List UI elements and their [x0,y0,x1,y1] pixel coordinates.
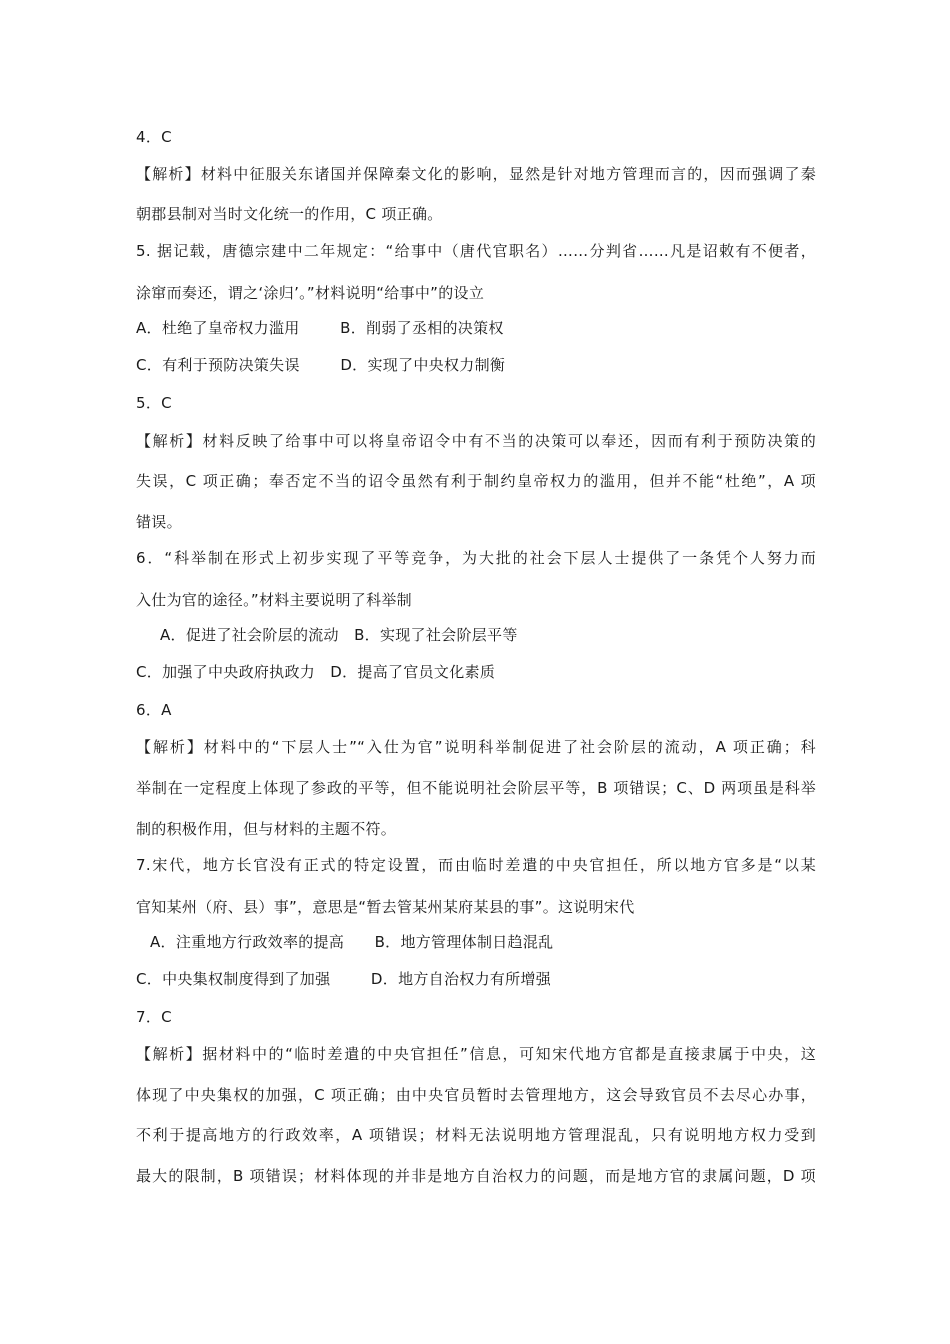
analysis-4-line-2: 朝郡县制对当时文化统一的作用，C 项正确。 [136,205,443,223]
analysis-7-line-1: 【解析】据材料中的“临时差遣的中央官担任”信息，可知宋代地方官都是直接隶属于中央，这 [136,1045,816,1063]
question-5-options-cd: C．有利于预防决策失误 D．实现了中央权力制衡 [136,356,506,374]
analysis-5-line-1: 【解析】材料反映了给事中可以将皇帝诏令中有不当的决策可以奉还，因而有利于预防决策的 [136,432,816,450]
question-6-options-ab: A．促进了社会阶层的流动 B．实现了社会阶层平等 [160,626,518,644]
answer-6: 6．A [136,701,172,719]
question-5-options-ab: A．杜绝了皇帝权力滥用 B．削弱了丞相的决策权 [136,319,504,337]
analysis-7-line-3: 不利于提高地方的行政效率，A 项错误；材料无法说明地方管理混乱，只有说明地方权力受到 [136,1126,816,1144]
question-6-line-1: 6．“科举制在形式上初步实现了平等竞争，为大批的社会下层人士提供了一条凭个人努力而 [136,549,816,567]
question-7-line-2: 官知某州（府、县）事”，意思是“暂去管某州某府某县的事”。这说明宋代 [136,898,635,916]
question-5-line-1: 5. 据记载，唐德宗建中二年规定：“给事中（唐代官职名）……分判省……凡是诏敕有不便者， [136,242,816,260]
analysis-6-line-2: 举制在一定程度上体现了参政的平等，但不能说明社会阶层平等，B 项错误；C、D 两项虽是科举 [136,779,816,797]
analysis-6-line-1: 【解析】材料中的“下层人士”“入仕为官”说明科举制促进了社会阶层的流动，A 项正确；科 [136,738,816,756]
analysis-5-line-2: 失误，C 项正确；奉否定不当的诏令虽然有利于制约皇帝权力的滥用，但并不能“杜绝”，A 项 [136,472,816,490]
question-7-line-1: 7.宋代，地方长官没有正式的特定设置，而由临时差遣的中央官担任，所以地方官多是“以某 [136,856,816,874]
question-6-line-2: 入仕为官的途径。”材料主要说明了科举制 [136,591,412,609]
analysis-7-line-2: 体现了中央集权的加强，C 项正确；由中央官员暂时去管理地方，这会导致官员不去尽心办事， [136,1086,816,1104]
question-5-line-2: 涂窜而奏还，谓之‘涂归’。”材料说明“给事中”的设立 [136,284,485,302]
analysis-7-line-4: 最大的限制，B 项错误；材料体现的并非是地方自治权力的问题，而是地方官的隶属问题，D 项 [136,1167,816,1185]
question-6-options-cd: C．加强了中央政府执政力 D．提高了官员文化素质 [136,663,496,681]
answer-5: 5．C [136,394,172,412]
question-7-options-cd: C．中央集权制度得到了加强 D．地方自治权力有所增强 [136,970,552,988]
answer-7: 7．C [136,1008,172,1026]
analysis-5-line-3: 错误。 [136,513,182,531]
question-7-options-ab: A．注重地方行政效率的提高 B．地方管理体制日趋混乱 [150,933,554,951]
analysis-4-line-1: 【解析】材料中征服关东诸国并保障秦文化的影响，显然是针对地方管理而言的，因而强调了秦 [136,165,816,183]
analysis-6-line-3: 制的积极作用，但与材料的主题不符。 [136,820,397,838]
answer-4: 4．C [136,128,172,146]
